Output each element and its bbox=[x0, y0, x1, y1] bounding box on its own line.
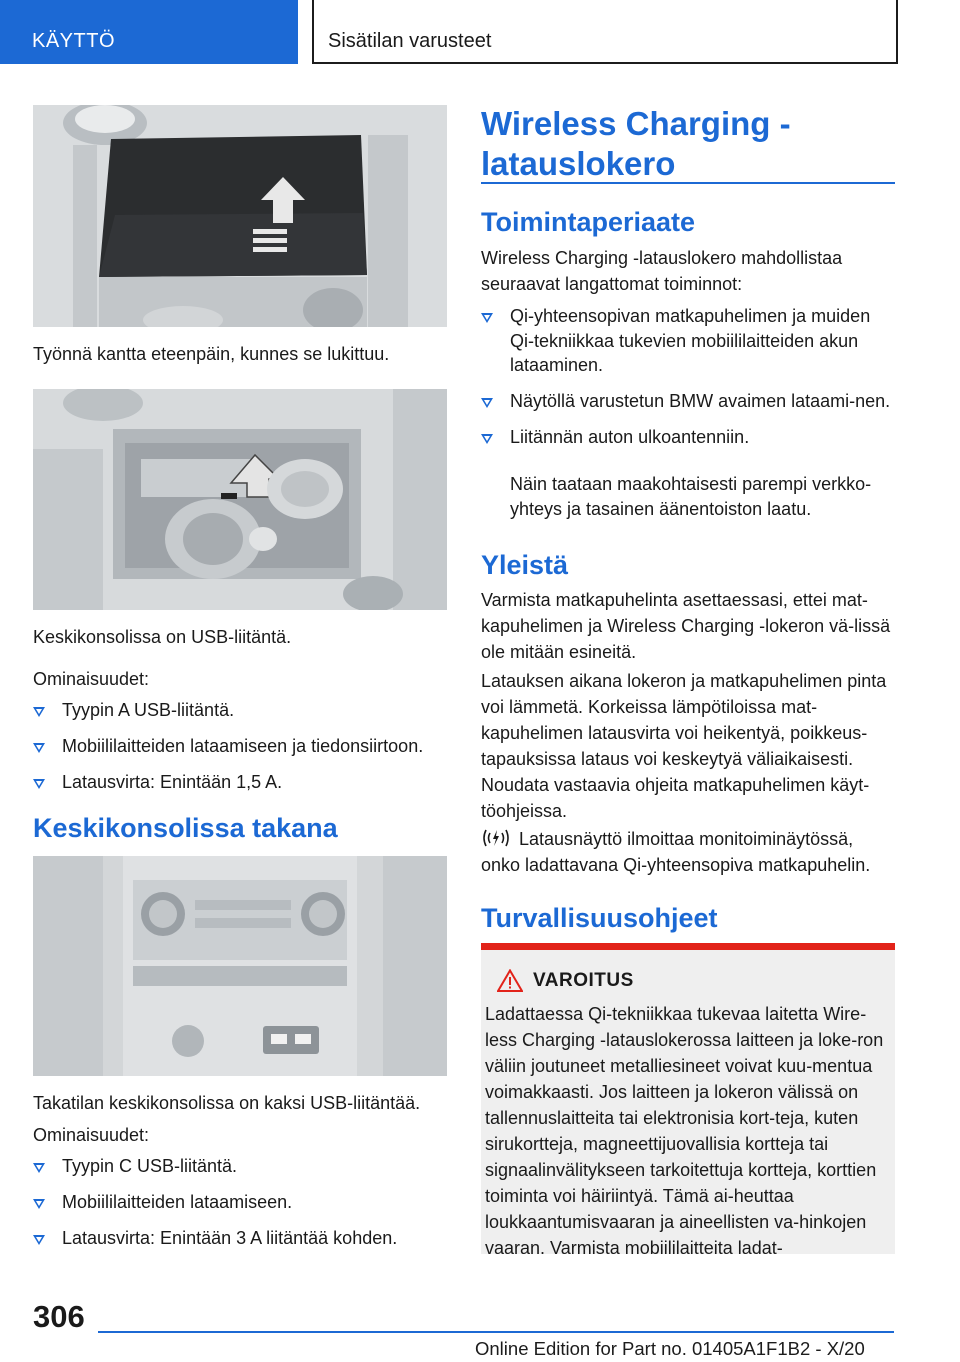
chapter-title: Sisätilan varusteet bbox=[328, 30, 492, 52]
list-item: Tyypin C USB-liitäntä. bbox=[33, 1154, 447, 1179]
photo-rear-console-usb bbox=[33, 856, 447, 1076]
bullet-triangle-icon bbox=[33, 1163, 45, 1173]
list-item: Tyypin A USB-liitäntä. bbox=[33, 698, 447, 723]
usb-a-list bbox=[33, 698, 447, 806]
bullet-triangle-icon bbox=[33, 743, 45, 753]
heading-rear-console: Keskikonsolissa takana bbox=[33, 813, 338, 843]
bullet-triangle-icon bbox=[481, 313, 493, 323]
heading-principle: Toimintaperiaate bbox=[481, 207, 696, 237]
heading-general: Yleistä bbox=[481, 550, 569, 580]
photo-center-console-usb bbox=[33, 389, 447, 610]
section-title: KÄYTTÖ bbox=[32, 30, 116, 52]
bullet-triangle-icon bbox=[33, 779, 45, 789]
warning-triangle-icon bbox=[497, 969, 523, 992]
list-item: Latausvirta: Enintään 1,5 A. bbox=[33, 770, 447, 795]
caption-push-cover: Työnnä kantta eteenpäin, kunnes se lukittuu. bbox=[33, 344, 390, 364]
heading-safety: Turvallisuusohjeet bbox=[481, 903, 718, 933]
caption-rear-usb: Takatilan keskikonsolissa on kaksi USB-liitäntää. bbox=[33, 1093, 421, 1113]
bullet-triangle-icon bbox=[481, 398, 493, 408]
bullet-triangle-icon bbox=[33, 1199, 45, 1209]
chapter-tab bbox=[312, 0, 898, 64]
list-item: Mobiililaitteiden lataamiseen ja tiedonsiirtoon. bbox=[33, 734, 447, 759]
footer-divider bbox=[98, 1331, 894, 1333]
photo-charging-tray-cover bbox=[33, 105, 447, 327]
function-list bbox=[481, 304, 895, 454]
props-label-2: Ominaisuudet: bbox=[33, 1125, 150, 1145]
section-tab bbox=[0, 0, 298, 64]
principle-text: Wireless Charging -latauslokero mahdollistaa seuraavat langattomat toiminnot: bbox=[481, 248, 843, 294]
usb-c-list bbox=[33, 1154, 447, 1262]
general-paragraph-3: Latausnäyttö ilmoittaa monitoiminäytössä, onko ladattavana Qi-yhteensopiva matkapuhelin. bbox=[481, 829, 871, 875]
props-label-1: Ominaisuudet: bbox=[33, 669, 150, 689]
list-item: Näytöllä varustetun BMW avaimen lataami-nen. bbox=[481, 389, 895, 414]
warning-top-bar bbox=[481, 943, 895, 950]
bullet-triangle-icon bbox=[33, 707, 45, 717]
list-item: Liitännän auton ulkoantenniin. bbox=[481, 425, 895, 450]
warning-box bbox=[481, 950, 895, 1258]
list-item: Mobiililaitteiden lataamiseen. bbox=[33, 1190, 447, 1215]
footer-edition: Online Edition for Part no. 01405A1F1B2 - X/20 bbox=[475, 1338, 865, 1359]
warning-text: Ladattaessa Qi-tekniikkaa tukevaa laitetta Wire-less Charging -latauslokerossa laitteen ja loke-ron väliin joutuneet metalliesineet voivat kuu-mentua voimakkaasti. Jos laitteen ja lokeron välissä on tallennuslaitteita tai elektronisia kort-teja, kuten sirukortteja, magneettijuovallisia kortteja tai signaalinvälitykseen tarkoitettuja kortteja, korttien toiminta voi häiriintyä. Tämä ai-heuttaa loukkaantumisvaaran ja aineellisten va-hinkojen vaaran. Varmista mobiililaitteita ladat- bbox=[485, 1004, 884, 1258]
general-paragraph-2: Latauksen aikana lokeron ja matkapuhelimen pinta voi lämmetä. Korkeissa lämpötiloissa mat-kapuhelimen latausvirta voi heikentyä, poikkeus-tapauksissa lataus voi keskeytyä väliaikaisesti. Noudata vastaavia ohjeita matkapuhelimen käyt-töohjeissa. bbox=[481, 671, 887, 821]
general-paragraph-1: Varmista matkapuhelinta asettaessasi, ettei mat-kapuhelimen ja Wireless Charging -lokeron vä-lissä ole mitään esineitä. bbox=[481, 590, 891, 662]
page-number: 306 bbox=[33, 1299, 85, 1334]
caption-usb: Keskikonsolissa on USB-liitäntä. bbox=[33, 627, 292, 647]
antenna-note: Näin taataan maakohtaisesti parempi verkko-yhteys ja tasainen äänentoiston laatu. bbox=[510, 474, 872, 519]
list-item: Qi-yhteensopivan matkapuhelimen ja muiden Qi-tekniikkaa tukevien mobiililaitteiden akun lataaminen. bbox=[481, 304, 895, 378]
bullet-triangle-icon bbox=[33, 1235, 45, 1245]
list-item: Latausvirta: Enintään 3 A liitäntää kohden. bbox=[33, 1226, 447, 1251]
section-title-wireless-charging: Wireless Charging - latauslokero bbox=[481, 105, 791, 182]
warning-title: VAROITUS bbox=[533, 970, 634, 991]
wireless-charging-indicator-icon bbox=[481, 827, 511, 849]
title-divider bbox=[481, 182, 895, 184]
bullet-triangle-icon bbox=[481, 434, 493, 444]
